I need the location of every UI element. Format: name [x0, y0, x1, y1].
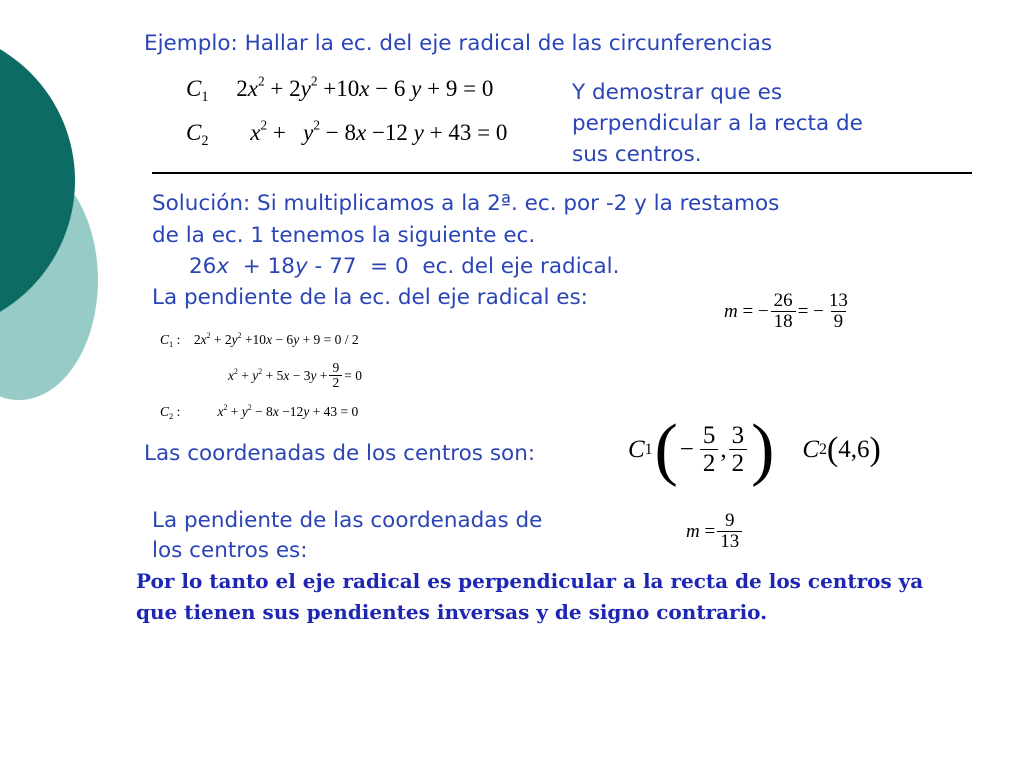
- slope-radical-axis: m = − $\frac{26}{18}$ = − $\frac{13}{9}$: [724, 282, 853, 342]
- divide-by-2: / 2: [344, 332, 359, 347]
- coef-26: 26: [189, 254, 217, 279]
- radical-axis-equation: [189, 251, 619, 282]
- divider-line: [152, 172, 972, 174]
- side-note-line-1: Y demostrar que es: [572, 80, 783, 105]
- c1-sub: 1: [201, 88, 209, 105]
- working-row-1: $C_1$ : $2x^2 + 2y^2 +10x - 6y + 9 = 0 / 2$: [160, 330, 359, 349]
- centers-label: Las coordenadas de los centros son:: [144, 441, 536, 466]
- solution-line-4: La pendiente de la ec. del eje radical es:: [152, 285, 588, 310]
- equation-c1: $C_1$ $2x^2 + 2y^2 +10x - 6$ y + 9 = 0: [186, 73, 494, 105]
- c2-coordinates: 4,6: [838, 436, 870, 463]
- c1-sub: 1: [169, 339, 174, 349]
- slope-symbol: m: [724, 301, 738, 322]
- working-row-2: $x^2 + y^2 + 5x - 3y$ + $\frac{9}{2}$ = 0: [228, 359, 362, 391]
- fraction-9-2: [329, 361, 342, 391]
- denominator: 2: [329, 375, 342, 391]
- fraction-26-18: [771, 291, 796, 333]
- var-x: x: [216, 254, 230, 279]
- numerator: 9: [724, 510, 735, 532]
- denominator: 13: [717, 531, 742, 553]
- var-y: y: [294, 254, 308, 279]
- c2-label: C: [160, 404, 170, 419]
- working-row-3: $C_2$ : $x^2 + y^2 - 8x -12y + 43 = 0$: [160, 402, 359, 421]
- c2-label: C: [186, 120, 202, 145]
- side-note-line-3: sus centros.: [572, 142, 702, 167]
- coef-18: + 18: [229, 254, 295, 279]
- conclusion-text: Por lo tanto el eje radical es perpendicular a la recta de los centros ya que tienen sus pendientes inversas y de signo contrario.: [136, 569, 924, 624]
- side-note-line-2: perpendicular a la recta de: [572, 111, 863, 136]
- numerator: 5: [702, 421, 716, 449]
- numerator: 9: [332, 359, 340, 375]
- c2-sub: 2: [201, 132, 209, 149]
- solution-line-1: Solución: Si multiplicamos a la 2ª. ec. por -2 y la restamos: [152, 191, 780, 216]
- c1-label: C: [186, 76, 202, 101]
- c2-sub: 2: [169, 411, 174, 421]
- c1-label: C: [160, 332, 170, 347]
- slope-symbol: m: [686, 521, 700, 542]
- fraction-9-13: [717, 511, 742, 553]
- numerator: 3: [731, 421, 745, 449]
- denominator: 2: [700, 449, 719, 478]
- numerator: 13: [828, 290, 848, 312]
- slope-centers: m = $\frac{9}{13}$: [686, 502, 744, 562]
- numerator: 26: [773, 290, 793, 312]
- solution-line-2: de la ec. 1 tenemos la siguiente ec.: [152, 223, 536, 248]
- fraction-5-2: [700, 423, 719, 478]
- equation-tail: - 77 = 0 ec. del eje radical.: [307, 254, 620, 279]
- side-note: [572, 77, 863, 170]
- fraction-3-2: [729, 423, 748, 478]
- denominator: 2: [729, 449, 748, 478]
- denominator: 9: [831, 311, 847, 333]
- centers-coordinates: C 1 ( − $\frac{5}{2}$ , $\frac{3}{2}$ ) C 2 ( 4,6 ): [628, 411, 881, 488]
- slope-centers-label-1: La pendiente de las coordenadas de: [152, 508, 543, 533]
- fraction-13-9: [826, 291, 851, 333]
- equation-c2: $C_2$ $x^2 + y^2 - 8x -12$ y + 43 = 0: [186, 117, 508, 149]
- denominator: 18: [771, 311, 796, 333]
- slope-centers-label-2: los centros es:: [152, 538, 308, 563]
- example-heading: Ejemplo: Hallar la ec. del eje radical de las circunferencias: [144, 31, 773, 56]
